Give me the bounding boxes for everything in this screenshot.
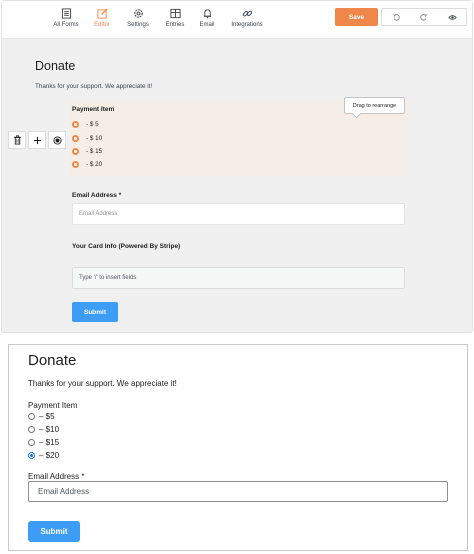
payment-option-label: - $ 5 <box>86 121 99 128</box>
payment-item-label: Payment Item <box>72 106 115 113</box>
payment-option-label: - $ 10 <box>86 135 103 142</box>
radio-block-icon <box>53 136 62 145</box>
radio-icon <box>72 148 79 155</box>
trash-icon <box>13 135 22 145</box>
radio-button[interactable] <box>28 439 35 446</box>
preview-payment-option[interactable] <box>28 424 59 435</box>
delete-block-button[interactable] <box>8 131 26 149</box>
nav-label: Integrations <box>231 22 263 28</box>
nav-editor[interactable] <box>89 8 115 36</box>
nav-label: Settings <box>127 22 149 28</box>
preview-title: Donate <box>28 352 77 369</box>
payment-option[interactable] <box>72 160 102 169</box>
table-icon <box>170 8 181 19</box>
nav-label: All Forms <box>53 22 79 28</box>
radio-icon <box>72 121 79 128</box>
payment-option[interactable] <box>72 134 102 143</box>
nav-settings[interactable] <box>124 8 152 36</box>
preview-email-field[interactable]: Email Address <box>28 481 448 502</box>
radio-button[interactable] <box>28 413 35 420</box>
radio-icon <box>72 135 79 142</box>
payment-option-label: - $ 15 <box>86 148 103 155</box>
block-type-button[interactable] <box>48 131 66 149</box>
payment-option-label: - $ 20 <box>86 161 103 168</box>
nav-integrations[interactable] <box>227 8 267 36</box>
nav-email[interactable] <box>196 8 218 36</box>
drag-tooltip: Drag to rearrange <box>344 97 405 114</box>
preview-button[interactable] <box>442 8 462 26</box>
link-icon <box>242 8 253 19</box>
form-description[interactable]: Thanks for your support. We appreciate it! <box>35 83 153 90</box>
eye-icon <box>448 14 457 21</box>
preview-payment-option[interactable] <box>28 437 59 448</box>
preview-payment-option[interactable] <box>28 450 59 461</box>
redo-button[interactable] <box>414 8 434 26</box>
nav-label: Email <box>199 22 215 28</box>
radio-button-selected[interactable] <box>28 452 35 459</box>
radio-icon <box>72 161 79 168</box>
list-icon <box>61 8 72 19</box>
payment-option[interactable] <box>72 147 102 156</box>
preview-description: Thanks for your support. We appreciate it! <box>28 379 177 388</box>
preview-payment-option[interactable] <box>28 411 55 422</box>
plus-icon <box>33 136 42 145</box>
pencil-icon <box>97 8 108 19</box>
nav-label: Editor <box>94 22 110 28</box>
add-block-button[interactable] <box>28 131 46 149</box>
card-info-field[interactable]: Type '/' to insert fields <box>72 267 405 289</box>
preview-submit-button[interactable]: Submit <box>28 521 80 542</box>
card-info-label: Your Card Info (Powered By Stripe) <box>72 243 181 250</box>
undo-button[interactable] <box>386 8 406 26</box>
preview-option-label: – $20 <box>39 451 60 460</box>
email-label: Email Address * <box>72 192 122 199</box>
payment-option[interactable] <box>72 120 99 129</box>
redo-icon <box>420 13 428 21</box>
preview-payment-label: Payment Item <box>28 401 78 410</box>
nav-all-forms[interactable] <box>50 8 82 36</box>
form-preview-panel <box>8 344 468 551</box>
preview-option-label: – $10 <box>39 425 60 434</box>
save-button[interactable]: Save <box>335 8 378 26</box>
preview-option-label: – $5 <box>39 412 55 421</box>
undo-icon <box>392 13 400 21</box>
preview-email-label: Email Address * <box>28 472 85 481</box>
preview-option-label: – $15 <box>39 438 60 447</box>
nav-entries[interactable] <box>162 8 188 36</box>
bell-icon <box>202 8 213 19</box>
gear-icon <box>133 8 144 19</box>
radio-button[interactable] <box>28 426 35 433</box>
form-title[interactable]: Donate <box>35 59 76 73</box>
email-field[interactable]: Email Address <box>72 203 405 225</box>
nav-label: Entries <box>165 22 185 28</box>
editor-submit-button[interactable]: Submit <box>72 302 118 322</box>
